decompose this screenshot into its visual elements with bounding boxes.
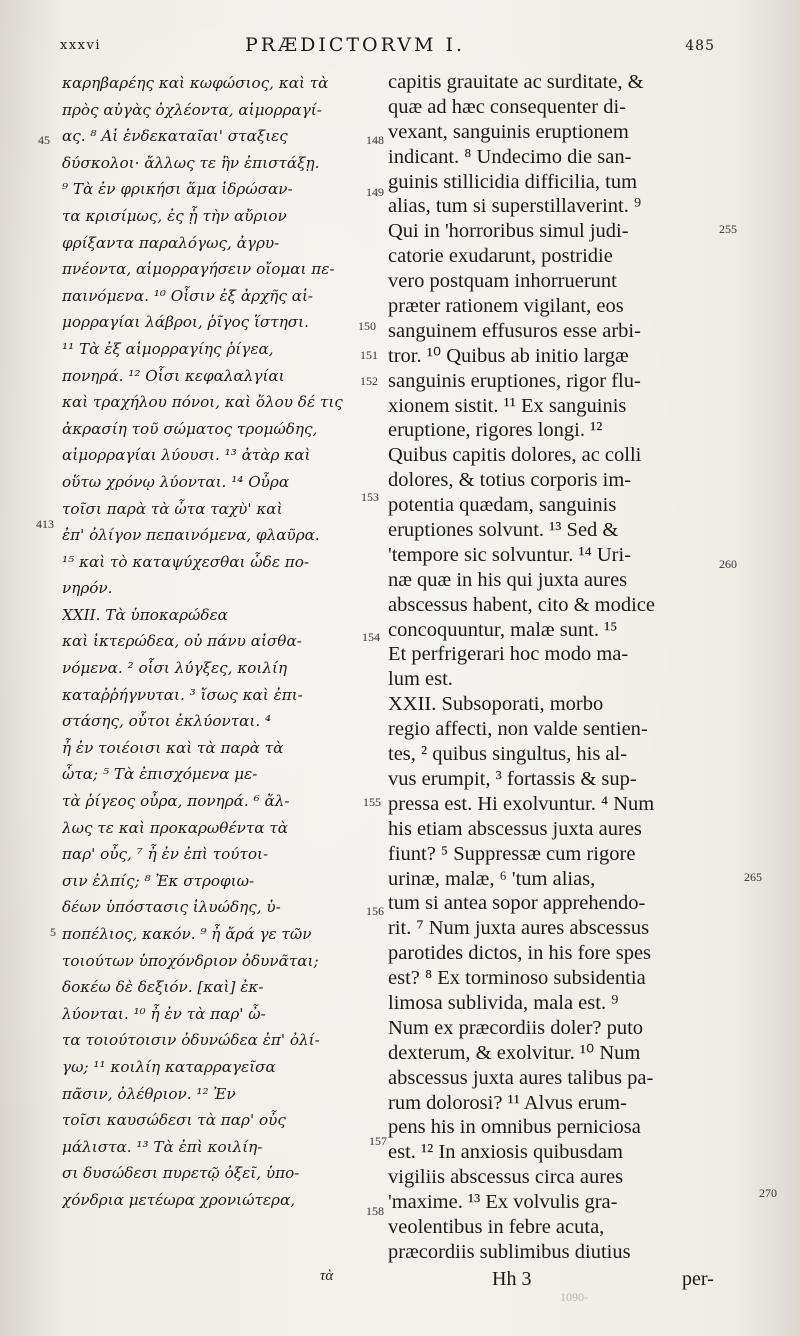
latin-text-line: abscessus habent, cito & modice bbox=[388, 593, 656, 616]
latin-text-line: est. ¹² In anxiosis quibusdam bbox=[388, 1141, 623, 1164]
greek-text-line: καὶ ἰκτερώδεα, οὐ πάνυ αἰσθα- bbox=[62, 632, 302, 651]
latin-text-line: potentia quædam, sanguinis bbox=[388, 494, 617, 517]
greek-text-line: δύσκολοι· ἄλλως τε ἢν ἐπιστάξῃ. bbox=[62, 153, 320, 172]
greek-text-line: πᾶσιν, ὀλέθριον. ¹² Ἐν bbox=[62, 1084, 236, 1103]
latin-text-line: tror. ¹⁰ Quibus ab initio largæ bbox=[388, 344, 629, 367]
latin-text-line: dolores, & totius corporis im- bbox=[388, 469, 632, 492]
right-margin-number: 255 bbox=[719, 222, 737, 236]
greek-text-line: ἀκρασίη τοῦ σώματος τρομώδης, bbox=[62, 419, 318, 438]
left-margin-number: 45 bbox=[38, 133, 50, 147]
margin-number: 150 bbox=[358, 319, 376, 333]
latin-text-line: catorie exudarunt, postridie bbox=[388, 245, 613, 268]
greek-text-line: αἱμορραγίαι λύουσι. ¹³ ἀτὰρ καὶ bbox=[62, 446, 311, 465]
greek-text-line: XXII. Τὰ ὑποκαρώδεα bbox=[62, 605, 228, 624]
greek-text-line: καὶ τραχήλου πόνοι, καὶ ὅλου δέ τις bbox=[62, 393, 343, 412]
greek-text-line: πνέοντα, αἱμορραγήσειν οἴομαι πε- bbox=[62, 260, 335, 279]
latin-text-line: vero postquam inhorruerunt bbox=[388, 270, 617, 293]
greek-text-line: χόνδρια μετέωρα χρονιώτερα, bbox=[62, 1190, 296, 1209]
greek-text-line: ¹¹ Τὰ ἐξ αἱμορραγίης ῥίγεα, bbox=[62, 339, 274, 358]
greek-text-line: σι δυσώδεσι πυρετῷ ὀξεῖ, ὑπο- bbox=[62, 1164, 300, 1183]
latin-text-line: veolentibus in febre acuta, bbox=[388, 1215, 605, 1238]
latin-catchword: per- bbox=[682, 1268, 714, 1290]
greek-text-line: τοῖσι καυσώδεσι τὰ παρ' οὖς bbox=[62, 1111, 286, 1130]
margin-number: 157 bbox=[369, 1134, 387, 1148]
greek-text-line: τὰ ῥίγεος οὖρα, πονηρά. ⁶ ἄλ- bbox=[62, 792, 290, 811]
signature-mark: Hh 3 bbox=[492, 1268, 532, 1290]
right-margin-number: 270 bbox=[759, 1186, 777, 1200]
latin-text-line: 'tempore sic solvuntur. ¹⁴ Uri- bbox=[388, 543, 632, 566]
margin-number: 148 bbox=[366, 133, 384, 147]
greek-text-line: ¹⁵ καὶ τὸ καταψύχεσθαι ὧδε πο- bbox=[62, 552, 310, 571]
greek-text-line: καρηβαρέης καὶ κωφώσιος, καὶ τὰ bbox=[62, 74, 329, 92]
greek-text-line: φρίξαντα παραλόγως, ἀγρυ- bbox=[62, 233, 280, 252]
header-section-number: xxxvi bbox=[60, 38, 101, 53]
latin-text-line: fiunt? ⁵ Suppressæ cum rigore bbox=[388, 842, 636, 865]
greek-text-line: τοῖσι παρὰ τὰ ὦτα ταχὺ' καὶ bbox=[62, 499, 283, 518]
margin-number: 149 bbox=[366, 185, 384, 199]
latin-text-line: rum dolorosi? ¹¹ Alvus erum- bbox=[388, 1091, 627, 1114]
greek-text-line: οὕτω χρόνῳ λύονται. ¹⁴ Οὖρα bbox=[62, 472, 290, 491]
latin-text-line: næ quæ in his qui juxta aures bbox=[388, 568, 628, 591]
greek-text-line: καταῤῥήγνυται. ³ ἴσως καὶ ἐπι- bbox=[62, 685, 303, 704]
greek-text-line: νόμενα. ² οἷσι λύγξες, κοιλίη bbox=[62, 659, 288, 678]
latin-text-line: parotides dictos, in his fore spes bbox=[388, 942, 652, 965]
latin-text-line: præcordiis sublimibus diutius bbox=[388, 1240, 631, 1263]
latin-text-line: capitis grauitate ac surditate, & bbox=[388, 71, 644, 93]
greek-text-line: στάσης, οὗτοι ἐκλύονται. ⁴ bbox=[62, 712, 272, 731]
greek-text-line: τα κρισίμως, ἐς ᾗ τὴν αὔριον bbox=[62, 206, 287, 225]
greek-text-line: ἐπ' ὀλίγον πεπαινόμενα, φλαῦρα. bbox=[62, 526, 320, 545]
margin-number: 156 bbox=[366, 904, 384, 918]
latin-text-line: Et perfrigerari hoc modo ma- bbox=[388, 643, 629, 666]
latin-text-line: urinæ, malæ, ⁶ 'tum alias, bbox=[388, 867, 596, 890]
greek-text-line: δοκέω δὲ δεξιόν. [καὶ] ἐκ- bbox=[62, 978, 264, 997]
greek-text-line: γω; ¹¹ κοιλίη καταρραγεῖσα bbox=[62, 1057, 276, 1076]
margin-number: 158 bbox=[366, 1204, 384, 1218]
latin-text-line: sanguinis eruptiones, rigor flu- bbox=[388, 369, 641, 392]
greek-text-line: τοιούτων ὑποχόνδριον ὀδυνᾶται; bbox=[62, 951, 319, 970]
page-number: 485 bbox=[685, 38, 715, 54]
latin-text-line: eruptione, rigores longi. ¹² bbox=[388, 419, 603, 442]
latin-text-line: Quibus capitis dolores, ac colli bbox=[388, 444, 642, 467]
greek-text-line: νηρόν. bbox=[62, 579, 113, 598]
left-margin-number: 5 bbox=[50, 925, 56, 939]
greek-text-line: λως τε καὶ προκαρωθέντα τὰ bbox=[62, 818, 288, 837]
greek-text-line: μορραγίαι λάβροι, ῥῖγος ἵστησι. bbox=[62, 313, 309, 332]
latin-text-line: lum est. bbox=[388, 668, 453, 691]
greek-text-line: ἦ ἐν τοιέοισι καὶ τὰ παρὰ τὰ bbox=[62, 738, 284, 757]
latin-text-line: alias, tum si superstillaverint. ⁹ bbox=[388, 195, 642, 218]
bleed-through-text: 1090- bbox=[560, 1290, 588, 1304]
margin-number: 154 bbox=[362, 630, 380, 644]
greek-text-line: ⁹ Τὰ ἐν φρικήσι ἅμα ἱδρώσαν- bbox=[62, 180, 293, 199]
latin-text-line: 'maxime. ¹³ Ex volvulis gra- bbox=[388, 1191, 618, 1214]
header-title: PRÆDICTORVM I. bbox=[245, 34, 466, 56]
margin-number: 153 bbox=[361, 490, 379, 504]
latin-text-line: XXII. Subsoporati, morbo bbox=[388, 693, 604, 716]
latin-text-line: pens his in omnibus perniciosa bbox=[388, 1116, 641, 1139]
left-margin-number: 413 bbox=[36, 517, 54, 531]
latin-text-line: sanguinem effusuros esse arbi- bbox=[388, 319, 641, 342]
margin-number: 155 bbox=[363, 795, 381, 809]
latin-text-line: indicant. ⁸ Undecimo die san- bbox=[388, 145, 632, 168]
latin-text-line: tum si antea sopor apprehendo- bbox=[388, 892, 646, 915]
greek-text-line: λύονται. ¹⁰ ἦ ἐν τὰ παρ' ὦ- bbox=[62, 1004, 266, 1023]
latin-text-line: limosa sublivida, mala est. ⁹ bbox=[388, 991, 619, 1014]
greek-text-line: παρ' οὖς, ⁷ ἦ ἐν ἐπὶ τούτοι- bbox=[62, 845, 269, 864]
latin-text-line: quæ ad hæc consequenter di- bbox=[388, 95, 626, 118]
greek-text-line: τα τοιούτοισιν ὀδυνώδεα ἐπ' ὀλί- bbox=[62, 1031, 320, 1050]
latin-text-line: rit. ⁷ Num juxta aures abscessus bbox=[388, 917, 650, 940]
running-header bbox=[60, 34, 715, 60]
latin-text-line: vus erumpit, ³ fortassis & sup- bbox=[388, 767, 637, 790]
greek-text-line: μάλιστα. ¹³ Τὰ ἐπὶ κοιλίη- bbox=[62, 1137, 263, 1156]
greek-text-line: ας. ⁸ Αἱ ἑνδεκαταῖαι' σταξιες bbox=[62, 127, 288, 146]
latin-text-line: præter rationem vigilant, eos bbox=[388, 295, 624, 318]
margin-number: 152 bbox=[360, 374, 378, 388]
greek-text-line: σιν ἐλπίς; ⁸ Ἐκ στροφιω- bbox=[62, 871, 255, 890]
latin-text-line: est? ⁸ Ex torminoso subsidentia bbox=[388, 967, 646, 990]
latin-text-line: vigiliis abscessus circa aures bbox=[388, 1166, 624, 1189]
latin-text-line: his etiam abscessus juxta aures bbox=[388, 817, 642, 840]
latin-text-line: pressa est. Hi exolvuntur. ⁴ Num bbox=[388, 792, 655, 815]
latin-text-line: Qui in 'horroribus simul judi- bbox=[388, 220, 629, 243]
latin-text-column bbox=[388, 70, 718, 1265]
greek-text-line: δέων ὑπόστασις ἰλυώδης, ὑ- bbox=[62, 898, 281, 917]
margin-number: 151 bbox=[360, 348, 378, 362]
latin-text-line: xionem sistit. ¹¹ Ex sanguinis bbox=[388, 394, 627, 417]
latin-text-line: tes, ² quibus singultus, his al- bbox=[388, 743, 628, 766]
latin-text-line: vexant, sanguinis eruptionem bbox=[388, 120, 629, 143]
greek-text-line: πονηρά. ¹² Οἷσι κεφαλαλγίαι bbox=[62, 366, 285, 385]
latin-text-line: eruptiones solvunt. ¹³ Sed & bbox=[388, 519, 619, 542]
latin-text-line: concoquuntur, malæ sunt. ¹⁵ bbox=[388, 618, 618, 641]
right-margin-number: 260 bbox=[719, 557, 737, 571]
latin-text-line: regio affecti, non valde sentien- bbox=[388, 718, 648, 741]
right-margin-number: 265 bbox=[744, 870, 762, 884]
greek-text-line: πρὸς αὐγὰς ὀχλέοντα, αἱμορραγί- bbox=[62, 100, 322, 119]
greek-text-line: ποπέλιος, κακόν. ⁹ ἦ ἄρά γε τῶν bbox=[62, 925, 312, 943]
latin-text-line: abscessus juxta aures talibus pa- bbox=[388, 1066, 654, 1089]
greek-catchword: τὰ bbox=[320, 1268, 334, 1284]
latin-text-line: guinis stillicidia difficilia, tum bbox=[388, 170, 638, 193]
greek-text-column bbox=[62, 70, 377, 1214]
latin-text-line: Num ex præcordiis doler? puto bbox=[388, 1016, 644, 1039]
latin-text-line: dexterum, & exolvitur. ¹⁰ Num bbox=[388, 1041, 641, 1064]
greek-text-line: παινόμενα. ¹⁰ Οἷσιν ἐξ ἀρχῆς αἱ- bbox=[62, 286, 314, 305]
greek-text-line: ὦτα; ⁵ Τὰ ἐπισχόμενα με- bbox=[62, 765, 258, 784]
